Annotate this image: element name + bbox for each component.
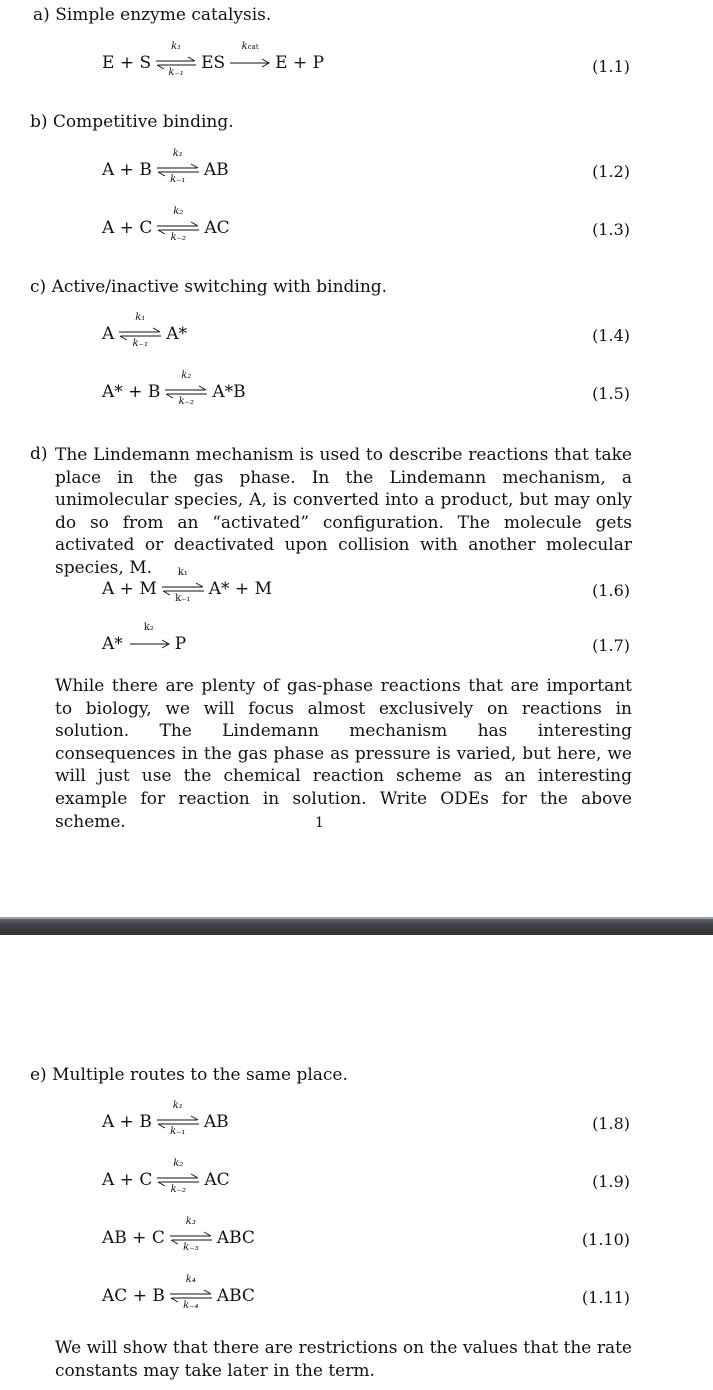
rate-constant-forward: k₁ <box>135 312 146 323</box>
rate-constant-forward: k₃ <box>185 1216 196 1227</box>
rate-constant-reverse: k₋₁ <box>132 338 148 349</box>
rate-constant-reverse: k₋₂ <box>170 232 187 243</box>
equation-number: (1.4) <box>592 326 630 345</box>
eq-right: AC <box>204 1170 230 1190</box>
forward-arrow-icon <box>228 41 272 73</box>
section-d-paragraph: The Lindemann mechanism is used to describe reactions that take place in the gas phase. In the Lindemann mechanism, a unimolecular species, A, is converted into a product, but may only do so from an “activated” configuration. The molecule gets activated or deactivated upon collision with another molecular species, M. <box>55 445 632 578</box>
rate-constant-reverse: k₋₄ <box>183 1300 199 1311</box>
rate-constant-reverse: k₋₁ <box>170 1126 186 1137</box>
rate-constant-forward: k₁ <box>172 1100 183 1111</box>
equation-1-7 <box>102 622 187 654</box>
eq-right: ABC <box>216 1228 255 1248</box>
section-e-title: Multiple routes to the same place. <box>52 1065 348 1085</box>
equilibrium-arrow-icon <box>168 1274 214 1311</box>
eq-left: A + B <box>102 1112 152 1132</box>
section-b-title: Competitive binding. <box>52 112 234 132</box>
rate-constant-reverse: k₋₁ <box>175 593 191 604</box>
rate-constant-reverse: k₋₁ <box>168 67 184 78</box>
equilibrium-arrow-icon <box>168 1216 214 1253</box>
equation-number: (1.7) <box>592 636 630 655</box>
rate-constant-forward: k₂ <box>181 370 192 381</box>
eq-right: P <box>174 634 187 654</box>
section-c-label: c) <box>30 277 47 297</box>
section-d-label: d) <box>30 444 48 464</box>
rate-constant-forward: k₄ <box>185 1274 196 1285</box>
k-symbol: k <box>241 41 248 52</box>
equilibrium-arrow-icon <box>155 206 201 243</box>
equilibrium-arrow-icon <box>117 312 163 349</box>
eq-left: AC + B <box>102 1286 165 1306</box>
eq-mid: ES <box>201 53 226 73</box>
section-a-heading <box>33 5 271 25</box>
equation-number: (1.1) <box>592 57 630 76</box>
eq-left: A* <box>102 634 123 654</box>
equation-number: (1.5) <box>592 384 630 403</box>
rate-constant-forward: k₂ <box>173 1158 184 1169</box>
equilibrium-arrow-icon <box>154 41 198 78</box>
eq-left: A* + B <box>102 382 161 402</box>
k-subscript: cat <box>247 43 259 51</box>
eq-right: A* + M <box>208 579 272 599</box>
eq-right: AB <box>203 160 229 180</box>
page-separator-highlight <box>0 917 713 919</box>
rate-constant-reverse: k₋₃ <box>183 1242 199 1253</box>
equation-number: (1.9) <box>592 1172 630 1191</box>
eq-left: A + C <box>102 1170 153 1190</box>
rate-constant-reverse: k₋₁ <box>170 174 186 185</box>
rate-constant-forward: k₁ <box>171 41 182 52</box>
eq-right: ABC <box>216 1286 255 1306</box>
rate-constant-forward: k₂ <box>143 622 154 633</box>
equation-number: (1.6) <box>592 581 630 600</box>
eq-right: E + P <box>275 53 325 73</box>
rate-constant-forward: k₁ <box>172 148 183 159</box>
rate-constant-forward: k₂ <box>173 206 184 217</box>
page-number: 1 <box>315 815 324 831</box>
eq-right: A* <box>166 324 188 344</box>
eq-left: A + M <box>102 579 157 599</box>
equation-number: (1.11) <box>581 1288 630 1307</box>
equilibrium-arrow-icon <box>155 148 201 185</box>
section-d-followup: While there are plenty of gas-phase reactions that are important to biology, we will focus almost exclusively on reactions in solution. The Lindemann mechanism has interesting consequences in the gas phase as pressure is varied, but here, we will just use the chemical reaction scheme as an interesting example for reaction in solution. Write ODEs for the above scheme. <box>55 676 632 832</box>
equilibrium-arrow-icon <box>160 567 206 604</box>
equilibrium-arrow-icon <box>155 1158 201 1195</box>
equation-1-8 <box>102 1100 229 1137</box>
eq-left: A + B <box>102 160 152 180</box>
equation-1-1 <box>102 41 325 78</box>
equation-1-3 <box>102 206 230 243</box>
equation-number: (1.8) <box>592 1114 630 1133</box>
equation-1-6 <box>102 567 272 604</box>
rate-constant-reverse: k₋₂ <box>178 396 195 407</box>
section-b-label: b) <box>30 112 48 132</box>
eq-right: AC <box>204 218 230 238</box>
section-e-heading <box>30 1065 348 1085</box>
section-c-heading <box>30 277 387 297</box>
equation-1-11 <box>102 1274 255 1311</box>
eq-right: AB <box>203 1112 229 1132</box>
forward-arrow-icon <box>126 622 172 654</box>
section-e-footer: We will show that there are restrictions on the values that the rate constants may take later in the term. <box>55 1338 632 1381</box>
eq-left: A + C <box>102 218 153 238</box>
section-a-title: Simple enzyme catalysis. <box>55 5 272 25</box>
section-a-label: a) <box>33 5 50 25</box>
equation-1-9 <box>102 1158 230 1195</box>
equation-1-10 <box>102 1216 255 1253</box>
equation-number: (1.3) <box>592 220 630 239</box>
eq-left: A <box>102 324 115 344</box>
equation-number: (1.10) <box>581 1230 630 1249</box>
section-e-label: e) <box>30 1065 47 1085</box>
equation-1-5 <box>102 370 246 407</box>
rate-constant-reverse: k₋₂ <box>170 1184 187 1195</box>
rate-constant-forward: k₁ <box>177 567 188 578</box>
rate-constant-cat <box>242 41 259 52</box>
equation-1-2 <box>102 148 229 185</box>
section-c-title: Active/inactive switching with binding. <box>51 277 388 297</box>
page-separator <box>0 917 713 935</box>
eq-left: E + S <box>102 53 152 73</box>
equilibrium-arrow-icon <box>155 1100 201 1137</box>
section-b-heading <box>30 112 234 132</box>
equation-number: (1.2) <box>592 162 630 181</box>
equation-1-4 <box>102 312 188 349</box>
eq-left: AB + C <box>102 1228 165 1248</box>
equilibrium-arrow-icon <box>163 370 209 407</box>
eq-right: A*B <box>212 382 246 402</box>
